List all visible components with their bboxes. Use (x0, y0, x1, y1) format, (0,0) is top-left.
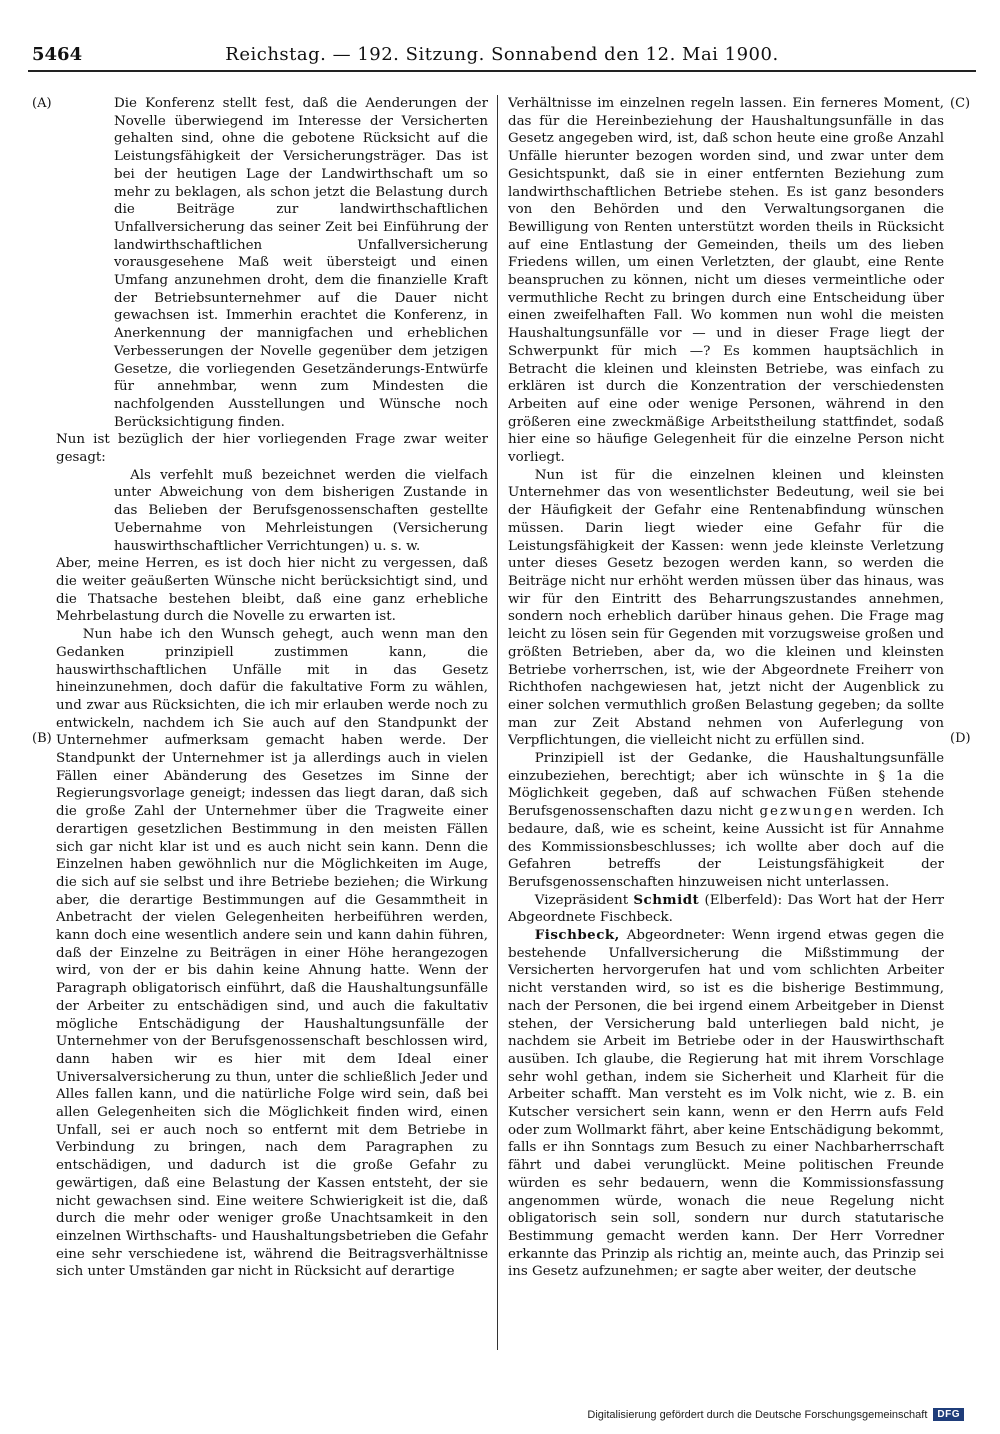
paragraph-text: Prinzipiell ist der Gedanke, die Haushaltungsunfälle einzubeziehen, berechtigt; aber ich wünschte in § 1a die Möglichkeit gegeben, daß auf schwachen Füßen stehende Berufsgenossenschaften dazu nicht (508, 751, 944, 820)
running-title: Reichstag. — 192. Sitzung. Sonnabend den 12. Mai 1900. (225, 44, 779, 65)
margin-marker-b: (B) (32, 731, 52, 746)
margin-marker-d: (D) (950, 731, 971, 746)
paragraph: Nun habe ich den Wunsch gehegt, auch wenn man den Gedanken prinzipiell zustimmen kann, die hauswirthschaftlichen Unfälle mit in das Gesetz hineinzunehmen, doch dafür die fakultative Form zu wählen, und zwar aus Rücksichten, die ich mir erlauben werde noch zu entwickeln, nachdem ich Sie auch auf den Standpunkt der Unternehmer aufmerksam gemacht haben werde. Der Standpunkt der Unternehmer ist ja allerdings auch in vielen Fällen einer Abänderung des Gesetzes im Sinne der Regierungsvorlage geneigt; indessen das liegt daran, daß sich die große Zahl der Unternehmer über die Tragweite einer derartigen gesetzlichen Bestimmung in den meisten Fällen sich gar nicht klar ist und es auch nicht sein kann. Denn die Einzelnen haben gewöhnlich nur die Möglichkeiten im Auge, die sich auf sie selbst und ihre Betriebe beziehen; die Wirkung aber, die derartige Bestimmungen auf die Gesammtheit in Anbetracht der vielen Gelegenheiten herbeiführen werden, kann doch eine wesentlich andere sein und kann dahin führen, daß der Einzelne zu Beiträgen in einer Höhe herangezogen wird, von der er bis dahin keine Ahnung hatte. Wenn der Paragraph obligatorisch einführt, daß die Haushaltungsunfälle der Arbeiter zu entschädigen sind, und auch die fakultativ mögliche Entschädigung der Haushaltungsunfälle der Unternehmer von der Berufsgenossenschaft beschlossen wird, dann haben wir es hier mit dem Ideal einer Universalversicherung zu thun, unter die schließlich Jeder und Alles fallen kann, und die natürliche Folge wird sein, daß bei allen Gelegenheiten sich die Möglichkeit finden wird, einen Unfall, sei er auch noch so entfernt mit dem Betriebe in Verbindung zu bringen, nach dem Paragraphen zu entschädigen, und dadurch ist die große Gefahr zu gewärtigen, daß eine Belastung der Kassen entsteht, der sie nicht gewachsen sind. Eine weitere Schwierigkeit ist die, daß durch die mehr oder weniger große Unachtsamkeit in den einzelnen Wirthschafts- und Haushaltungsbetrieben die Gefahr eine sehr verschiedene ist, während die Beitragsverhältnisse sich unter Umständen gar nicht in Rücksicht auf derartige (56, 627, 488, 1280)
margin-marker-c: (C) (950, 96, 971, 111)
emphasized-word: gezwungen (759, 804, 855, 820)
right-column (508, 95, 944, 1350)
paragraph: Die Konferenz stellt fest, daß die Aenderungen der Novelle überwiegend im Interesse der Versicherten gehalten sind, ohne die gebotene Rücksicht auf die Leistungsfähigkeit der Versicherungsträger. Das ist bei der heutigen Lage der Landwirthschaft um so mehr zu beklagen, als schon jetzt die Belastung durch die Beiträge zur landwirthschaftlichen Unfallversicherung das seiner Zeit bei Einführung der landwirthschaftlichen Unfallversicherung vorausgesehene Maß weit übersteigt und einen Umfang anzunehmen droht, dem die finanzielle Kraft der Betriebsunternehmer auf die Dauer nicht gewachsen ist. Immerhin erachtet die Konferenz, in Anerkennung der mannigfachen und erheblichen Verbesserungen der Novelle gegenüber dem jetzigen Gesetze, die vorliegenden Gesetzänderungs-Entwürfe für annehmbar, wenn zum Mindesten die nachfolgenden Ausstellungen und Wünsche noch Berücksichtigung finden. (114, 96, 488, 430)
column-divider (497, 95, 498, 1350)
paragraph-text: (Elberfeld): Das Wort hat der Herr Abgeordnete Fischbeck. (508, 892, 944, 926)
paragraph-text: werden. Ich bedaure, daß, wie es scheint, keine Aussicht ist für Annahme des Kommissionsbeschlusses; ich wollte aber doch auf die Gefahren betreffs der Leistungsfähigkeit der Berufsgenossenschaften hinzuweisen nicht unterlassen. (508, 804, 944, 890)
margin-marker-a: (A) (32, 96, 52, 111)
paragraph: Nun ist bezüglich der hier vorliegenden Frage zwar weiter gesagt: (56, 432, 488, 466)
quoted-paragraph: Als verfehlt muß bezeichnet werden die vielfach unter Abweichung von dem bisherigen Zustande in das Belieben der Berufsgenossenschaften gestellte Uebernahme von Mehrleistungen (Versicherung hauswirthschaftlicher Verrichtungen) u. s. w. (114, 467, 488, 554)
footer-credit (587, 1408, 964, 1421)
paragraph: Verhältnisse im einzelnen regeln lassen. Ein ferneres Moment, das für die Hereinbeziehung der Haushaltungsunfälle in das Gesetz angegeben wird, ist, daß schon heute eine große Anzahl Unfälle hierunter bezogen worden sind, und zwar unter dem Gesichtspunkt, daß sie in einer entfernten Beziehung zum landwirthschaftlichen Betriebe stehen. Es ist ganz besonders von den Behörden und den Verwaltungsorganen die Bewilligung von Renten unterstützt worden theils in Rücksicht auf eine Entlastung der Gemeinden, theils um des lieben Friedens willen, um einen Verletzten, der glaubt, eine Rente beanspruchen zu können, nicht um dieses vermeintliche oder vermuthliche Recht zu bringen durch eine Entscheidung über einen zweifelhaften Fall. Wo kommen nun wohl die meisten Haushaltungsunfälle vor — und in dieser Frage liegt der Schwerpunkt für mich —? Es kommen hauptsächlich in Betracht die kleinen und kleinsten Betriebe, was einfach zu erklären ist durch die Konzentration der verschiedensten Arbeiten auf eine oder wenige Personen, während in den größeren eine zweckmäßige Arbeitstheilung stattfindet, sodaß hier eine so häufige Gelegenheit für die einzelne Person nicht vorliegt. (508, 96, 944, 466)
speaker-name: Schmidt (633, 891, 700, 908)
page-header (28, 40, 976, 72)
speaker-paragraph (508, 892, 944, 927)
speaker-title: Vizepräsident (534, 892, 629, 908)
footer-credit-text: Digitalisierung gefördert durch die Deutsche Forschungsgemeinschaft (587, 1408, 928, 1421)
page-number: 5464 (32, 44, 83, 65)
left-column (56, 95, 488, 1350)
paragraph: Nun ist für die einzelnen kleinen und kleinsten Unternehmer das von wesentlichster Bedeutung, weil sie bei der Häufigkeit der Gefahr eine Rentenabfindung wünschen müssen. Darin liegt wieder eine Gefahr für die Leistungsfähigkeit der Kassen: wenn jede kleinste Verletzung unter dieses Gesetz bezogen werden kann, so werden die Beiträge nicht nur erhöht werden müssen über das hinaus, was wir für den Eintritt des Beharrungszustandes annehmen, sondern noch erheblich darüber hinaus gehen. Die Frage mag leicht zu lösen sein für Gegenden mit vorzugsweise großen und größten Betrieben, aber da, wo die kleinen und kleinsten Betriebe vorherrschen, ist, wie der Abgeordnete Freiherr von Richthofen nachgewiesen hat, jetzt nicht der Augenblick zu einer solchen vermuthlich großen Belastung gegeben; da sollte man zur Zeit Abstand nehmen von Auferlegung von Verpflichtungen, die vielleicht nicht zu erfüllen sind. (508, 467, 944, 749)
paragraph-text: Abgeordneter: Wenn irgend etwas gegen die bestehende Unfallversicherung die Mißstimmung der Versicherten hervorgerufen hat und vom schlichten Arbeiter nicht verstanden wird, so ist es die bisherige Bestimmung, nach der Personen, die bei irgend einem Arbeitgeber in Dienst stehen, der Versicherung bald unterliegen bald nicht, je nachdem sie Arbeit im Betriebe oder in der Hauswirthschaft ausüben. Ich glaube, die Regierung hat mit ihrem Vorschlage sehr wohl gethan, indem sie Sicherheit und Klarheit für die Arbeiter schafft. Man versteht es im Volk nicht, wie z. B. ein Kutscher versichert sein kann, wenn er den Herrn aufs Feld oder zum Wollmarkt fährt, aber keine Entschädigung bekommt, falls er ihn Sonntags zum Besuch zu einer Nachbarherrschaft fährt und dabei verunglückt. Meine politischen Freunde würden es sehr bedauern, wenn die Kommissionsfassung angenommen würde, wonach die neue Regelung nicht obligatorisch sein soll, sondern nur durch statutarische Bestimmung gemacht werden kann. Der Herr Vorredner erkannte das Prinzip als richtig an, meinte auch, das Prinzip sei ins Gesetz aufzunehmen; er sagte aber weiter, der deutsche (508, 928, 944, 1280)
paragraph: Aber, meine Herren, es ist doch hier nicht zu vergessen, daß die weiter geäußerten Wünsche nicht berücksichtigt sind, und die Thatsache bestehen bleibt, daß eine ganz erhebliche Mehrbelastung durch die Novelle zu erwarten ist. (56, 556, 488, 625)
dfg-logo-icon: DFG (933, 1408, 964, 1421)
paragraph (508, 750, 944, 892)
speaker-paragraph (508, 927, 944, 1281)
speaker-name: Fischbeck, (534, 927, 620, 944)
